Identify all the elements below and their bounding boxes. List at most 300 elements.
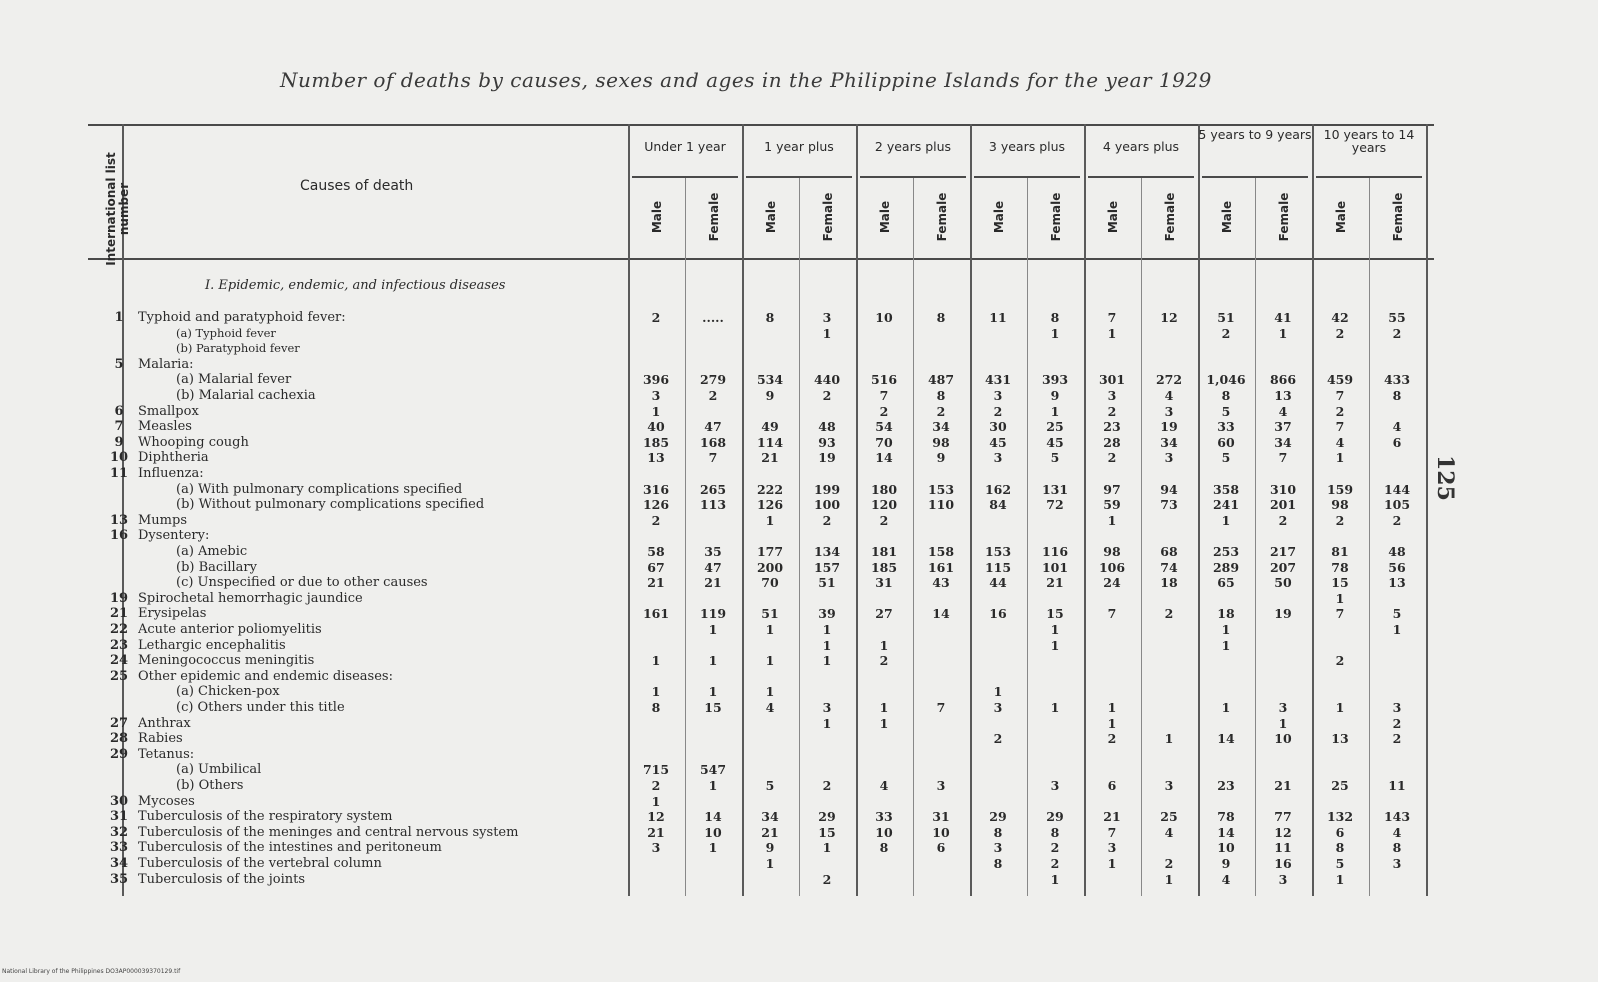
table-cell: 2 — [1335, 325, 1345, 341]
table-cell: 1 — [708, 684, 718, 700]
group-header-rule — [1088, 176, 1194, 178]
group-header-rule — [974, 176, 1080, 178]
table-cell: 5 — [765, 778, 775, 793]
table-row — [0, 435, 1500, 450]
table-cell: 279 — [699, 372, 727, 388]
table-row — [0, 575, 1500, 590]
table-cell: 19 — [1160, 419, 1178, 435]
table-cell: 113 — [699, 497, 727, 513]
table-cell: 98 — [1331, 497, 1349, 513]
table-cell: 2 — [993, 731, 1003, 747]
table-cell: 4 — [765, 700, 775, 715]
table-cell: 1 — [822, 715, 832, 731]
table-cell: 21 — [704, 575, 722, 591]
table-cell: 14 — [704, 809, 722, 825]
table-cell: 3 — [651, 840, 661, 856]
table-cell: 222 — [756, 481, 784, 497]
table-cell: 7 — [936, 700, 946, 715]
table-cell: 67 — [647, 559, 665, 575]
cause-of-death: Measles — [138, 419, 192, 435]
cause-of-death: Dysentery: — [138, 528, 210, 544]
table-cell: 866 — [1269, 372, 1297, 388]
table-cell: 13 — [1331, 731, 1349, 747]
table-row — [0, 482, 1500, 497]
intl-list-number: 9 — [114, 434, 124, 450]
table-cell: 12 — [1160, 310, 1178, 325]
table-cell: 19 — [818, 450, 836, 466]
intl-list-number: 13 — [109, 512, 129, 528]
table-cell: 11 — [1274, 840, 1292, 856]
group-header-rule — [746, 176, 852, 178]
table-cell: 1 — [1221, 622, 1231, 637]
table-cell: 126 — [642, 497, 670, 513]
intl-list-number: 34 — [109, 856, 129, 871]
table-cell: 10 — [875, 310, 893, 325]
table-row — [0, 544, 1500, 559]
table-cell: 1 — [1221, 637, 1231, 653]
table-cell: 115 — [984, 559, 1012, 575]
table-cell: 289 — [1212, 559, 1240, 575]
cause-of-death: (b) Bacillary — [176, 559, 257, 575]
table-cell: 101 — [1041, 559, 1069, 575]
table-cell: 2 — [1164, 856, 1174, 871]
table-cell: 2 — [651, 778, 661, 793]
table-cell: 47 — [704, 559, 722, 575]
table-cell: 73 — [1160, 497, 1178, 513]
table-cell: 21 — [647, 575, 665, 591]
table-cell: 2 — [822, 512, 832, 528]
causes-header: Causes of death — [300, 178, 414, 194]
table-cell: 29 — [818, 809, 836, 825]
table-cell: 9 — [1050, 388, 1060, 403]
table-cell: 43 — [932, 575, 950, 591]
table-cell: 1 — [822, 840, 832, 856]
table-cell: 153 — [927, 481, 955, 497]
table-cell: 1 — [822, 637, 832, 653]
sex-header-male: Male — [1334, 200, 1348, 234]
table-cell: 157 — [813, 559, 841, 575]
cause-of-death: Malaria: — [138, 356, 194, 372]
table-cell: 1 — [993, 684, 1003, 700]
table-cell: 10 — [875, 824, 893, 840]
table-cell: 8 — [1050, 310, 1060, 325]
table-cell: 33 — [875, 809, 893, 825]
table-cell: 1 — [765, 684, 775, 700]
table-cell: 1 — [879, 637, 889, 653]
table-cell: 431 — [984, 372, 1012, 388]
table-cell: 2 — [1392, 715, 1402, 731]
table-cell: 59 — [1103, 497, 1121, 513]
table-cell: 21 — [1103, 809, 1121, 825]
table-cell: 3 — [1392, 700, 1402, 715]
table-cell: 4 — [1278, 403, 1288, 419]
cause-of-death: (b) Malarial cachexia — [176, 388, 316, 403]
table-cell: 4 — [1392, 419, 1402, 435]
intl-list-number: 30 — [109, 793, 129, 809]
table-cell: 2 — [1050, 840, 1060, 856]
table-cell: 3 — [993, 388, 1003, 403]
table-cell: 1 — [1050, 325, 1060, 341]
table-cell: 18 — [1217, 606, 1235, 622]
table-cell: 10 — [1217, 840, 1235, 856]
table-cell: 8 — [1335, 840, 1345, 856]
table-cell: 265 — [699, 481, 727, 497]
table-row — [0, 747, 1500, 762]
table-cell: 49 — [761, 419, 779, 435]
table-cell: 34 — [1274, 434, 1292, 450]
intl-list-number: 35 — [109, 871, 129, 887]
cause-of-death: Tuberculosis of the vertebral column — [138, 856, 382, 871]
table-cell: 14 — [1217, 824, 1235, 840]
table-cell: 4 — [1335, 434, 1345, 450]
cause-of-death: Smallpox — [138, 403, 199, 419]
table-row — [0, 341, 1500, 356]
table-cell: 8 — [936, 310, 946, 325]
intl-list-number: 24 — [109, 653, 129, 669]
table-cell: 158 — [927, 544, 955, 559]
intl-list-number: 16 — [109, 528, 129, 544]
table-cell: 42 — [1331, 310, 1349, 325]
table-cell: 2 — [1107, 450, 1117, 466]
table-row — [0, 326, 1500, 341]
table-cell: 25 — [1160, 809, 1178, 825]
table-cell: 1 — [1050, 403, 1060, 419]
footer-caption: National Library of the Philippines DO3AP000039370129.tif — [2, 968, 181, 975]
table-cell: 10 — [704, 824, 722, 840]
table-cell: 23 — [1217, 778, 1235, 793]
table-cell: 2 — [1335, 403, 1345, 419]
table-cell: 2 — [1107, 731, 1117, 747]
cause-of-death: Tuberculosis of the joints — [138, 871, 306, 887]
table-cell: 1 — [1164, 871, 1174, 887]
table-cell: 31 — [875, 575, 893, 591]
table-cell: 161 — [927, 559, 955, 575]
group-header-rule — [632, 176, 738, 178]
cause-of-death: Whooping cough — [138, 434, 249, 450]
table-row — [0, 809, 1500, 824]
table-cell: 77 — [1274, 809, 1292, 825]
table-cell: 132 — [1326, 809, 1354, 825]
age-group-header: 10 years to 14 years — [1323, 127, 1415, 155]
table-cell: 2 — [879, 403, 889, 419]
table-cell: 29 — [1046, 809, 1064, 825]
table-cell: 1 — [1050, 871, 1060, 887]
age-group-header: 5 years to 9 years — [1198, 127, 1312, 142]
table-cell: 1 — [1164, 731, 1174, 747]
table-cell: 2 — [1335, 512, 1345, 528]
table-cell: 7 — [1107, 310, 1117, 325]
table-cell: 55 — [1388, 310, 1406, 325]
age-group-header: 4 years plus — [1102, 139, 1180, 154]
table-cell: 30 — [989, 419, 1007, 435]
table-cell: 7 — [1335, 419, 1345, 435]
table-cell: 47 — [704, 419, 722, 435]
table-cell: 8 — [879, 840, 889, 856]
table-cell: 33 — [1217, 419, 1235, 435]
table-cell: 51 — [818, 575, 836, 591]
table-cell: 106 — [1098, 559, 1126, 575]
table-cell: 68 — [1160, 544, 1178, 559]
cause-of-death: Mumps — [138, 512, 188, 528]
table-cell: 301 — [1098, 372, 1126, 388]
table-cell: 94 — [1160, 481, 1178, 497]
sex-header-male: Male — [650, 200, 664, 234]
table-row — [0, 669, 1500, 684]
table-row — [0, 404, 1500, 419]
intl-list-number: 21 — [109, 606, 129, 622]
table-cell: 3 — [1164, 403, 1174, 419]
table-cell: 2 — [1050, 856, 1060, 871]
group-header-rule — [860, 176, 966, 178]
table-row — [0, 794, 1500, 809]
table-cell: 13 — [1274, 388, 1292, 403]
table-row — [0, 466, 1500, 481]
table-cell: 534 — [756, 372, 784, 388]
intl-list-number: 27 — [109, 715, 129, 731]
table-cell: 1 — [879, 715, 889, 731]
table-cell: 81 — [1331, 544, 1349, 559]
table-cell: 241 — [1212, 497, 1240, 513]
table-cell: 9 — [936, 450, 946, 466]
table-row — [0, 700, 1500, 715]
table-cell: 12 — [647, 809, 665, 825]
table-cell: 310 — [1269, 481, 1297, 497]
sex-header-male: Male — [1106, 200, 1120, 234]
table-cell: 40 — [647, 419, 665, 435]
table-cell: 1 — [1107, 512, 1117, 528]
table-cell: 2 — [993, 403, 1003, 419]
table-cell: 48 — [818, 419, 836, 435]
table-cell: 70 — [761, 575, 779, 591]
table-cell: 114 — [756, 434, 784, 450]
cause-of-death: Influenza: — [138, 466, 204, 481]
cause-of-death: (c) Others under this title — [176, 700, 345, 715]
table-cell: 3 — [1278, 700, 1288, 715]
table-cell: 8 — [1392, 388, 1402, 403]
table-cell: 8 — [1392, 840, 1402, 856]
table-cell: 168 — [699, 434, 727, 450]
table-row — [0, 778, 1500, 793]
cause-of-death: (c) Unspecified or due to other causes — [176, 575, 428, 591]
sex-header-male: Male — [992, 200, 1006, 234]
table-cell: 45 — [989, 434, 1007, 450]
table-cell: 15 — [1046, 606, 1064, 622]
table-cell: 1 — [1335, 700, 1345, 715]
table-cell: 393 — [1041, 372, 1069, 388]
table-cell: 440 — [813, 372, 841, 388]
cause-of-death: (a) Malarial fever — [176, 372, 292, 388]
table-cell: 185 — [642, 434, 670, 450]
age-group-header: 1 year plus — [764, 139, 834, 154]
table-row — [0, 419, 1500, 434]
table-cell: 25 — [1046, 419, 1064, 435]
table-cell: 10 — [1274, 731, 1292, 747]
table-cell: 6 — [1392, 434, 1402, 450]
table-cell: 7 — [1107, 606, 1117, 622]
table-cell: 126 — [756, 497, 784, 513]
table-cell: 162 — [984, 481, 1012, 497]
table-cell: 84 — [989, 497, 1007, 513]
table-cell: 60 — [1217, 434, 1235, 450]
table-cell: 207 — [1269, 559, 1297, 575]
table-cell: 2 — [651, 512, 661, 528]
table-cell: 272 — [1155, 372, 1183, 388]
table-row — [0, 528, 1500, 543]
table-cell: 8 — [765, 310, 775, 325]
table-cell: 3 — [1164, 450, 1174, 466]
table-cell: 2 — [651, 310, 661, 325]
cause-of-death: Meningococcus meningitis — [138, 653, 315, 669]
table-cell: 93 — [818, 434, 836, 450]
table-cell: 8 — [936, 388, 946, 403]
table-row — [0, 653, 1500, 668]
table-cell: 3 — [1164, 778, 1174, 793]
table-cell: 65 — [1217, 575, 1235, 591]
table-cell: 180 — [870, 481, 898, 497]
table-cell: 2 — [708, 388, 718, 403]
intl-list-number: 28 — [109, 731, 129, 747]
table-cell: 7 — [1278, 450, 1288, 466]
table-cell: 1 — [1278, 715, 1288, 731]
table-cell: 23 — [1103, 419, 1121, 435]
table-row — [0, 638, 1500, 653]
table-cell: 119 — [699, 606, 727, 622]
table-cell: 116 — [1041, 544, 1069, 559]
intl-list-number: 6 — [114, 403, 124, 419]
sex-header-female: Female — [1391, 192, 1405, 242]
table-top-rule — [88, 124, 1434, 126]
table-cell: 13 — [1388, 575, 1406, 591]
table-cell: 1 — [879, 700, 889, 715]
table-cell: 21 — [1274, 778, 1292, 793]
intl-list-number: 31 — [109, 809, 129, 825]
table-cell: ..... — [702, 310, 724, 325]
table-cell: 4 — [1221, 871, 1231, 887]
cause-of-death: (b) Paratyphoid fever — [176, 341, 300, 356]
table-cell: 1 — [822, 653, 832, 669]
table-cell: 253 — [1212, 544, 1240, 559]
table-cell: 200 — [756, 559, 784, 575]
sex-header-female: Female — [1277, 192, 1291, 242]
table-cell: 3 — [1278, 871, 1288, 887]
table-cell: 201 — [1269, 497, 1297, 513]
age-group-header: 2 years plus — [874, 139, 952, 154]
table-cell: 1 — [765, 856, 775, 871]
table-cell: 120 — [870, 497, 898, 513]
table-cell: 1 — [651, 653, 661, 669]
cause-of-death: (a) Umbilical — [176, 762, 262, 778]
table-cell: 7 — [1107, 824, 1117, 840]
table-cell: 9 — [1221, 856, 1231, 871]
table-cell: 4 — [1164, 388, 1174, 403]
table-cell: 2 — [822, 778, 832, 793]
table-cell: 2 — [936, 403, 946, 419]
table-cell: 7 — [1335, 606, 1345, 622]
table-cell: 14 — [932, 606, 950, 622]
intl-list-number: 25 — [109, 668, 129, 684]
sex-header-female: Female — [1049, 192, 1063, 242]
table-cell: 8 — [993, 824, 1003, 840]
table-cell: 27 — [875, 606, 893, 622]
table-cell: 144 — [1383, 481, 1411, 497]
table-cell: 70 — [875, 434, 893, 450]
table-cell: 5 — [1221, 403, 1231, 419]
table-cell: 1 — [1107, 325, 1117, 341]
table-cell: 3 — [993, 700, 1003, 715]
table-cell: 3 — [1107, 840, 1117, 856]
table-cell: 1 — [651, 403, 661, 419]
table-cell: 21 — [647, 824, 665, 840]
cause-of-death: Tuberculosis of the intestines and peritoneum — [138, 840, 442, 856]
table-row — [0, 606, 1500, 621]
table-cell: 8 — [1221, 388, 1231, 403]
table-cell: 1 — [708, 653, 718, 669]
table-cell: 15 — [704, 700, 722, 715]
table-cell: 8 — [1050, 824, 1060, 840]
table-row — [0, 560, 1500, 575]
table-cell: 54 — [875, 419, 893, 435]
table-cell: 7 — [708, 450, 718, 466]
cause-of-death: Mycoses — [138, 793, 195, 809]
intl-list-number: 22 — [109, 622, 129, 637]
table-cell: 516 — [870, 372, 898, 388]
table-cell: 19 — [1274, 606, 1292, 622]
table-row — [0, 310, 1500, 325]
table-cell: 3 — [1392, 856, 1402, 871]
table-cell: 358 — [1212, 481, 1240, 497]
cause-of-death: (b) Without pulmonary complications specified — [176, 497, 485, 513]
page-title: Number of deaths by causes, sexes and ages in the Philippine Islands for the year 1929 — [280, 68, 1212, 92]
table-cell: 72 — [1046, 497, 1064, 513]
table-cell: 161 — [642, 606, 670, 622]
age-group-header: 3 years plus — [988, 139, 1066, 154]
table-row — [0, 591, 1500, 606]
intl-list-number: 32 — [109, 824, 129, 840]
table-cell: 4 — [1392, 824, 1402, 840]
table-cell: 2 — [1335, 653, 1345, 669]
table-cell: 2 — [879, 512, 889, 528]
table-cell: 1 — [651, 793, 661, 809]
table-cell: 459 — [1326, 372, 1354, 388]
table-cell: 5 — [1335, 856, 1345, 871]
intl-list-number: 11 — [109, 466, 129, 481]
table-cell: 1 — [1221, 512, 1231, 528]
table-cell: 134 — [813, 544, 841, 559]
table-cell: 1 — [1335, 590, 1345, 606]
table-cell: 1 — [765, 653, 775, 669]
table-cell: 10 — [932, 824, 950, 840]
table-cell: 8 — [993, 856, 1003, 871]
table-cell: 51 — [1217, 310, 1235, 325]
table-cell: 11 — [989, 310, 1007, 325]
sex-header-female: Female — [935, 192, 949, 242]
table-cell: 1 — [1335, 450, 1345, 466]
table-row — [0, 872, 1500, 887]
table-cell: 35 — [704, 544, 722, 559]
table-cell: 1 — [708, 840, 718, 856]
intl-list-number: 23 — [109, 637, 129, 653]
table-cell: 131 — [1041, 481, 1069, 497]
table-cell: 39 — [818, 606, 836, 622]
table-row — [0, 684, 1500, 699]
table-cell: 199 — [813, 481, 841, 497]
table-cell: 21 — [761, 450, 779, 466]
table-cell: 2 — [1221, 325, 1231, 341]
table-cell: 1 — [1392, 622, 1402, 637]
table-cell: 1 — [1050, 622, 1060, 637]
table-cell: 3 — [822, 700, 832, 715]
table-cell: 21 — [1046, 575, 1064, 591]
